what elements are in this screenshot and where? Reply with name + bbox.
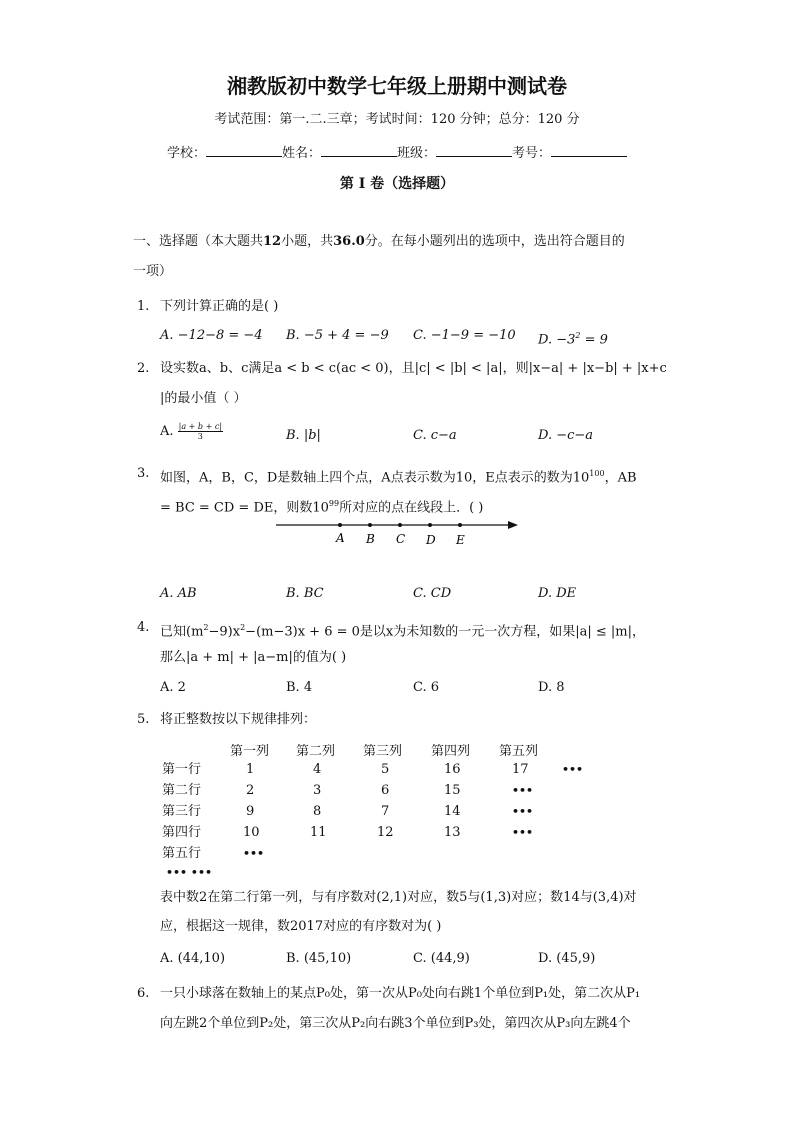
exam-info: 考试范围：第一.二.三章；考试时间：120 分钟；总分：120 分 <box>214 112 580 127</box>
q3-line1-sup: 100 <box>589 469 605 478</box>
number-line-figure <box>270 514 530 550</box>
volume-title: 第 I 卷（选择题） <box>339 176 455 192</box>
q5-cell: 2 <box>246 783 255 798</box>
school-label: 学校： <box>166 146 206 161</box>
q1-option-d[interactable] <box>538 327 608 349</box>
point-b-label: B <box>366 532 375 546</box>
q5-col-3: 第三列 <box>363 744 403 759</box>
q5-cell: ••• <box>512 784 534 797</box>
q2-option-d[interactable]: D. −c−a <box>538 428 594 443</box>
q5-cell: 17 <box>512 762 529 777</box>
q5-row-5-label: 第五行 <box>162 846 202 861</box>
q4-line1-b: −9)x <box>208 624 241 640</box>
page-title: 湘教版初中数学七年级上册期中测试卷 <box>227 74 567 98</box>
q3-option-a[interactable]: A. AB <box>160 586 197 601</box>
q5-col-1: 第一列 <box>230 744 270 759</box>
q1-stem: 下列计算正确的是( ) <box>160 299 279 314</box>
q4-line1-sup1: 2 <box>203 623 209 632</box>
q5-cell: 11 <box>310 825 327 840</box>
q2-line1: 设实数a、b、c满足a < b < c(ac < 0)，且|c| < |b| < |a|，则|x−a| + |x−b| + |x+c <box>160 361 667 376</box>
q4-option-c[interactable]: C. 6 <box>413 680 440 695</box>
q5-cell: 8 <box>313 804 322 819</box>
q4-option-a[interactable]: A. 2 <box>160 680 186 695</box>
q3-line2-b: 所对应的点在线段上．( ) <box>339 500 484 516</box>
q6-line2: 向左跳2个单位到P₂处，第三次从P₂向右跳3个单位到P₃处，第四次从P₃向左跳4个 <box>160 1016 631 1031</box>
point-e-label: E <box>456 533 465 547</box>
q2-option-a[interactable] <box>160 422 223 441</box>
q2-a-label: A. <box>160 424 174 439</box>
q5-cell: 3 <box>313 783 322 798</box>
q3-line1 <box>160 465 637 487</box>
point-a-label: A <box>336 531 345 545</box>
q5-cell: ••• <box>562 763 584 776</box>
q5-cell: 14 <box>444 804 461 819</box>
q5-cell: 13 <box>444 825 461 840</box>
q5-option-b[interactable]: B. (45,10) <box>286 951 352 966</box>
q1-d-post: = 9 <box>580 332 608 348</box>
q4-line2: 那么|a + m| + |a−m|的值为( ) <box>160 650 347 665</box>
q6-line1: 一只小球落在数轴上的某点P₀处，第一次从P₀处向右跳1个单位到P₁处，第二次从P₁ <box>160 986 641 1001</box>
q3-line2-sup: 99 <box>328 499 340 508</box>
q1-d-sup: 2 <box>575 331 581 340</box>
q5-cell: ••• <box>512 826 534 839</box>
name-label: 姓名： <box>281 146 321 161</box>
q5-col-5: 第五列 <box>499 744 539 759</box>
section-score: 36.0 <box>333 234 365 249</box>
q3-line2-a: = BC = CD = DE，则数10 <box>160 500 329 516</box>
point-b-dot <box>368 523 372 527</box>
q4-line1 <box>160 619 645 641</box>
q2-a-fraction <box>178 422 223 441</box>
q5-row-1-label: 第一行 <box>162 762 202 777</box>
q5-cell: 10 <box>243 825 260 840</box>
q5-row-3-label: 第三行 <box>162 804 202 819</box>
q4-line1-a: 已知(m <box>160 624 204 640</box>
q1-option-c[interactable]: C. −1−9 = −10 <box>413 328 516 343</box>
q5-desc1: 表中数2在第二行第一列，与有序数对(2,1)对应，数5与(1,3)对应；数14与(3,4)对 <box>160 890 637 905</box>
name-blank[interactable] <box>321 142 397 157</box>
section-heading-a: 一、选择题（本大题共 <box>133 234 264 249</box>
q2-a-numerator: |a + b + c| <box>178 422 223 431</box>
number-blank[interactable] <box>551 142 627 157</box>
q1-option-b[interactable]: B. −5 + 4 = −9 <box>286 328 389 343</box>
q3-number: 3. <box>137 466 150 481</box>
class-label: 班级： <box>397 146 437 161</box>
number-line-arrow <box>508 521 518 529</box>
q2-line2: |的最小值（ ） <box>160 391 247 406</box>
q3-line1-b: ，AB <box>604 470 637 486</box>
section-heading-d: 一项） <box>133 264 173 279</box>
q2-number: 2. <box>137 361 150 376</box>
q5-stem: 将正整数按以下规律排列： <box>160 712 317 727</box>
q5-cell: 7 <box>381 804 390 819</box>
point-c-dot <box>398 523 402 527</box>
q5-cell: 12 <box>377 825 394 840</box>
student-info-line <box>0 142 794 161</box>
q5-cell: ••• <box>512 805 534 818</box>
q2-option-b[interactable]: B. |b| <box>286 428 321 443</box>
q1-number: 1. <box>137 299 150 314</box>
point-c-label: C <box>396 532 406 546</box>
number-label: 考号： <box>512 146 552 161</box>
class-blank[interactable] <box>436 142 512 157</box>
q4-line1-sup2: 2 <box>240 623 246 632</box>
q5-cell: 6 <box>381 783 390 798</box>
q5-row-2-label: 第二行 <box>162 783 202 798</box>
q1-d-pre: D. −3 <box>538 332 576 348</box>
q4-line1-c: −(m−3)x + 6 = 0是以x为未知数的一元一次方程，如果|a| ≤ |m|， <box>245 624 645 640</box>
q5-tail-dots: ••• ••• <box>166 866 213 879</box>
q5-option-d[interactable]: D. (45,9) <box>538 951 596 966</box>
q3-line1-a: 如图，A，B，C，D是数轴上四个点，A点表示数为10，E点表示的数为10 <box>160 470 590 486</box>
q5-desc2: 应，根据这一规律，数2017对应的有序数对为( ) <box>160 919 442 934</box>
q4-option-b[interactable]: B. 4 <box>286 680 313 695</box>
q5-option-c[interactable]: C. (44,9) <box>413 951 470 966</box>
q5-cell: 5 <box>381 762 390 777</box>
q1-option-a[interactable]: A. −12−8 = −4 <box>160 328 263 343</box>
q5-number: 5. <box>137 712 150 727</box>
section-heading <box>133 233 625 251</box>
q2-option-c[interactable]: C. c−a <box>413 428 457 443</box>
q4-number: 4. <box>137 620 150 635</box>
q6-number: 6. <box>137 986 150 1001</box>
q5-cell: 1 <box>246 762 255 777</box>
q5-cell: 16 <box>444 762 461 777</box>
q5-cell: 9 <box>246 804 255 819</box>
q5-col-2: 第二列 <box>296 744 336 759</box>
point-d-dot <box>428 523 432 527</box>
school-blank[interactable] <box>206 142 282 157</box>
q5-col-4: 第四列 <box>431 744 471 759</box>
q3-option-b[interactable]: B. BC <box>286 586 324 601</box>
point-a-dot <box>338 523 342 527</box>
section-count: 12 <box>263 234 282 249</box>
q5-row-4-label: 第四行 <box>162 825 202 840</box>
q5-cell: 15 <box>444 783 461 798</box>
section-heading-c: 分。在每小题列出的选项中，选出符合题目的 <box>364 234 625 249</box>
point-e-dot <box>458 523 462 527</box>
q3-option-c[interactable]: C. CD <box>413 586 452 601</box>
q3-option-d[interactable]: D. DE <box>538 586 577 601</box>
q5-cell: 4 <box>313 762 322 777</box>
q5-option-a[interactable]: A. (44,10) <box>160 951 226 966</box>
q4-option-d[interactable]: D. 8 <box>538 680 565 695</box>
point-d-label: D <box>426 533 436 547</box>
q5-cell: ••• <box>243 847 265 860</box>
q2-a-denominator: 3 <box>197 432 203 441</box>
section-heading-b: 小题，共 <box>281 234 334 249</box>
